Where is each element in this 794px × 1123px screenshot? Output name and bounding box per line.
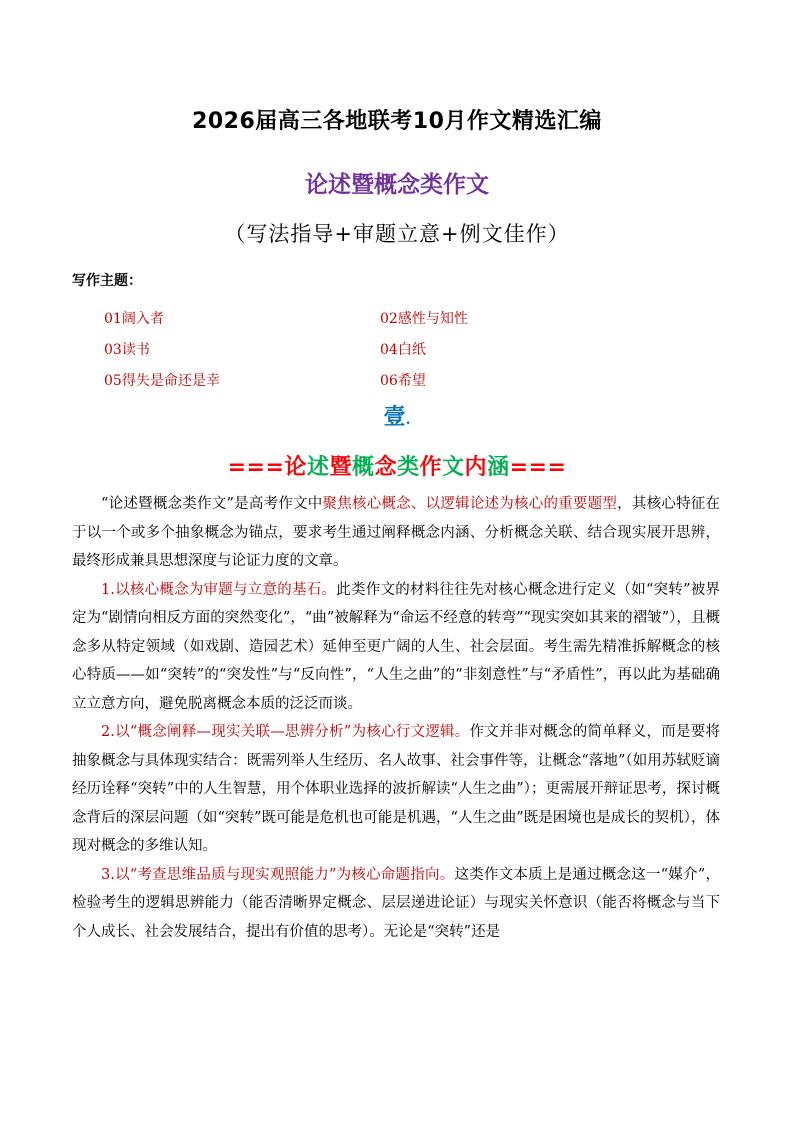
section-title-part: 述: [306, 455, 330, 480]
text-run: ，其核心特征在于以一个或多个抽象概念为锚点，要求考生通过阐释概念内涵、分析概念关联、结合现实展开思辨，最终形成兼具思想深度与论证力度的文章。: [72, 496, 721, 569]
paragraph-point-2: [72, 718, 720, 861]
section-title-part: ===: [509, 455, 567, 480]
topic-item[interactable]: 01阔入者: [104, 311, 164, 327]
highlight-run: 聚焦核心概念、以逻辑论述为核心的重要题型: [322, 496, 618, 512]
text-run: 作文并非对概念的简单释义，而是要将抽象概念与具体现实结合：既需列举人生经历、名人故事、社会事件等，让概念“落地”（如用苏轼贬谪经历诠释“突转”中的人生智慧，用个体职业选择的波折解读“人生之曲”）；更需展开辩证思考，探讨概念背后的深层问题（如“突转”既可能是危机也可能是机遇，“人生之曲”既是困境也是成长的契机），体现对概念的多维认知。: [72, 724, 720, 854]
point-heading: 1.以核心概念为审题与立意的基石。: [101, 581, 337, 598]
section-title-part: ===: [227, 455, 285, 480]
text-run: “论述暨概念类作文”是高考作文中: [101, 496, 323, 512]
point-heading: 2.以“概念阐释—现实关联—思辨分析”为核心行文逻辑。: [101, 724, 470, 740]
theme-heading: 写作主题：: [72, 273, 142, 289]
section-number: [0, 400, 794, 431]
section-title-part: 念: [374, 455, 397, 480]
section-title-part: 概: [351, 455, 375, 480]
section-title-part: 文: [442, 455, 465, 480]
section-title-part: 涵: [487, 455, 510, 480]
paragraph-point-1: [72, 576, 720, 719]
section-title-part: 类: [397, 455, 420, 480]
section-number-dot: .: [405, 412, 411, 428]
sub-title: 论述暨概念类作文: [305, 172, 489, 198]
topic-item[interactable]: 06希望: [380, 373, 426, 389]
main-title: 2026届高三各地联考10月作文精选汇编: [192, 109, 602, 134]
section-title: [0, 450, 794, 481]
topic-item[interactable]: 05得失是命还是幸: [104, 373, 220, 389]
point-heading: 3.以“考查思维品质与现实观照能力”为核心命题指向。: [101, 866, 455, 883]
section-title-part: 作: [419, 455, 443, 480]
topic-list: [104, 308, 664, 401]
paragraph-intro: [72, 490, 720, 576]
section-title-part: 内: [464, 455, 488, 480]
section-number-char: 壹: [383, 404, 406, 430]
section-title-part: 论: [284, 455, 307, 480]
text-run: 此类作文的材料往往先对核心概念进行定义（如“突转”被界定为“剧情向相反方面的突然变化”，“曲”被解释为“命运不经意的转弯”“现实突如其来的褶皱”），且概念多从特定领域（如戏剧、造园艺术）延伸至更广阔的人生、社会层面。考生需先精准拆解概念的核心特质——如“突转”的“突发性”与“反向性”，“人生之曲”的“非刻意性”与“矛盾性”，再以此为基础确立立意方向，避免脱离概念本质的泛泛而谈。: [72, 581, 720, 712]
paragraph-point-3: [72, 861, 720, 947]
parenthetical-title: （写法指导+审题立意+例文佳作）: [224, 222, 570, 246]
topic-row: [104, 308, 664, 339]
topic-item[interactable]: 04白纸: [380, 342, 426, 358]
topic-row: [104, 370, 664, 401]
section-title-part: 暨: [329, 455, 352, 480]
body-text: [72, 490, 720, 946]
topic-item[interactable]: 02感性与知性: [380, 311, 468, 327]
topic-item[interactable]: 03读书: [104, 342, 150, 358]
topic-row: [104, 339, 664, 370]
text-run: 这类作文本质上是通过概念这一“媒介”，检验考生的逻辑思辨能力（能否清晰界定概念、层层递进论证）与现实关怀意识（能否将概念与当下个人成长、社会发展结合，提出有价值的思考）。无论是“突转”还是: [72, 866, 720, 940]
